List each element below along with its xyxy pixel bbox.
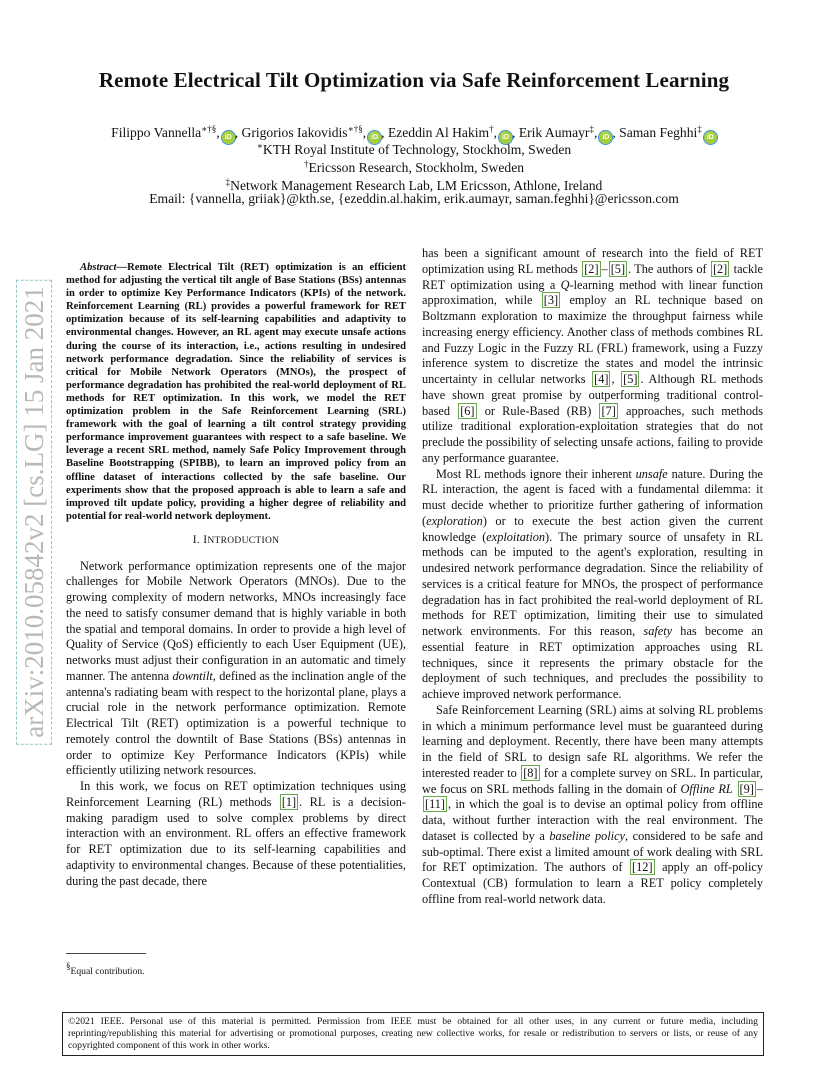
paper-title: Remote Electrical Tilt Optimization via Safe Reinforcement Learning: [98, 68, 730, 92]
text-run: ,: [611, 372, 621, 386]
abstract-label: Abstract: [80, 262, 117, 273]
left-column: [66, 261, 406, 889]
emphasis: unsafe: [635, 466, 668, 481]
section-number: I.: [192, 533, 201, 546]
text-run: , defined as the inclination angle of the antenna's radiating beam with respect to the horizontal plane, plays a crucial role in the network performance optimization. Remote Electrical Tilt (RET) optimization is a powerful technique to remotely control the downtilt of Base Stations (BSs) antennas in order to optimize Key Performance Indicators (KPIs) while efficiently utilizing network resources.: [66, 668, 406, 778]
citation-link[interactable]: [12]: [632, 860, 653, 875]
footnote-text: Equal contribution.: [70, 966, 145, 977]
text-run: , considered to be safe and sub-optimal. There exist a limited amount of work dealing with SRL for RET optimization. The authors of: [422, 828, 763, 875]
paragraph: [422, 246, 763, 467]
author-marks: ‡: [697, 124, 702, 134]
text-run: . The authors of: [628, 261, 710, 276]
abstract-text: —Remote Electrical Tilt (RET) optimization is an efficient method for adjusting the vertical tilt angle of Base Stations (BSs) antennas in order to optimize Key Performance Indicators (KPIs) of the network. Reinforcement Learning (RL) provides a powerful framework for RET optimization because of its self-learning capabilities and adaptivity to environmental changes. However, an RL agent may execute unsafe actions during the course of its interaction, i.e., actions resulting in undesired network performance degradation. Since the reliability of services is critical for Mobile Network Operators (MNOs), the prospect of performance degradation has prohibited the real-world deployment of RL methods for RET optimization. In this work, we model the RET optimization problem in the Safe Reinforcement Learning (SRL) framework with the goal of learning a tilt control strategy providing performance improvement guarantees with respect to a safe baseline. We leverage a recent SRL method, namely Safe Policy Improvement through Baseline Bootstrapping (SPIBB), to learn an improved policy from an offline dataset of interactions collected by the safe baseline. Our experiments show that the proposed approach is able to learn a safe and improved tilt update policy, providing a higher degree of reliability and potential for real-world network deployment.: [66, 262, 406, 522]
email-line: Email: {vannella, griiak}@kth.se, {ezeddin.al.hakim, erik.aumayr, saman.feghhi}@ericsson.com: [149, 191, 679, 206]
author-list: Filippo Vannella∗†§, iD , Grigorios Iakovidis∗†§, iD , Ezeddin Al Hakim†, iD , Erik Aumayr‡, iD , Saman Feghhi‡iD: [0, 120, 828, 144]
author-marks: ∗†§: [201, 124, 217, 134]
author-name: Saman Feghhi: [619, 125, 698, 140]
text-run: nature. During the RL interaction, the agent is faced with a fundamental dilemma: it must decide whether to prioritize further gathering of information (: [422, 466, 763, 528]
right-column: [422, 246, 763, 908]
text-run: Network performance optimization represents one of the major challenges for Mobile Network Operators (MNOs). Due to the growing complexity of modern networks, MNOs increasingly face the need to satisfy consumer demand that is highly variable in both the spatial and temporal domains. In order to provide a high level of Quality of Service (QoS) efficiently to each User Equipment (UE), networks must adjust their configuration in an automatic and timely manner. The antenna: [66, 558, 406, 683]
text-run: -learning method with linear function approximation, while: [422, 277, 764, 308]
text-run: . Although RL methods have shown great promise by outperforming traditional control-based: [422, 372, 763, 418]
author-name: Grigorios Iakovidis: [241, 125, 348, 140]
citation-link[interactable]: [1]: [281, 794, 297, 809]
footnote-rule: [66, 953, 146, 954]
text-run: has been a significant amount of research into the field of RET optimization using RL methods: [422, 246, 763, 276]
citation-link[interactable]: [2]: [584, 261, 599, 276]
author-marks: †: [489, 124, 494, 134]
emphasis: safety: [643, 624, 673, 638]
text-run: –: [601, 261, 608, 276]
affiliation-text: Ericsson Research, Stockholm, Sweden: [308, 160, 525, 175]
author-marks: ‡: [589, 124, 594, 134]
author: Grigorios Iakovidis∗†§, iD: [242, 125, 382, 140]
emphasis: exploration: [426, 513, 483, 528]
text-run: , in which the goal is to devise an optimal policy from offline data, without further interaction with the real environment. The dataset is collected by a: [422, 797, 763, 843]
author-name: Erik Aumayr: [518, 125, 590, 140]
orcid-icon[interactable]: iD: [368, 131, 381, 144]
footnote: [66, 960, 145, 978]
citation-link[interactable]: [5]: [610, 261, 626, 276]
paragraph: [66, 559, 406, 780]
orcid-icon[interactable]: iD: [222, 131, 235, 144]
copyright-notice: ©2021 IEEE. Personal use of this material is permitted. Permission from IEEE must be obtained for all other uses, in any current or future media, including reprinting/republishing this material for advertising or promotional purposes, creating new collective works, for resale or redistribution to servers or lists, or reuse of any copyrighted component of this work in other works.: [62, 1012, 764, 1056]
section-cap: I: [203, 533, 208, 546]
text-run: or Rule-Based (RB): [477, 403, 599, 418]
footnote-mark: §: [66, 961, 71, 971]
section-heading: [66, 533, 406, 550]
citation-link[interactable]: [9]: [739, 781, 754, 796]
arxiv-identifier[interactable]: arXiv:2010.05842v2 [cs.LG] 15 Jan 2021: [16, 279, 52, 744]
text-run: has become an essential feature in RET optimization approaches using RL techniques, since it represents the primary obstacle for the deployment of such techniques, and precludes the possibility to achieve improved network performance.: [422, 624, 763, 701]
text-run: –: [756, 781, 763, 796]
paragraph: [66, 779, 406, 889]
citation-link[interactable]: [3]: [543, 293, 559, 308]
section-rest: NTRODUCTION: [207, 535, 280, 546]
citation-link[interactable]: [2]: [712, 261, 728, 276]
author: Erik Aumayr‡, iD: [519, 125, 613, 140]
text-run: employ an RL technique based on Boltzmann exploration to maximize the throughput fairness while increasing energy efficiency. Another class of methods combines RL and Fuzzy Logic in the Fuzzy RL (FRL) framework, using a Fuzzy inference system to discretize the states and model the intrinsic uncertainty in cellular networks: [422, 293, 763, 386]
text-run: . RL is a decision-making paradigm used to solve complex problems by direct interaction with an environment. RL offers an effective framework for RET optimization due to its self-learning capabilities and adaptivity to environmental changes. Because of these potentialities, during the past decade, there: [66, 794, 406, 888]
text-run: ). The primary source of unsafety in RL methods can be imputed to the agent's exploration, resulting in undesired network performance degradation. Since the reliability of services is a critical feature for MNOs, the prospect of performance degradation has in fact prohibited the real-world deployment of RL methods for RET optimization, limiting their use to simulated network environments. For this reason,: [422, 529, 763, 638]
citation-link[interactable]: [11]: [425, 797, 446, 812]
citation-link[interactable]: [7]: [601, 403, 616, 418]
arxiv-sidebar: [16, 262, 52, 762]
affiliation-mark: †: [303, 159, 309, 169]
text-run: approaches, such methods utilize traditional exploration-exploitation strategies that do not preclude the possibility of selecting unsafe actions, failing to provide any performance guarantee.: [422, 403, 763, 465]
text-run: for a complete survey on SRL. In particular, we focus on SRL methods falling in the domain of: [422, 765, 763, 796]
emphasis: downtilt: [172, 668, 213, 683]
author-name: Ezeddin Al Hakim: [387, 125, 490, 140]
emphasis: exploitation: [486, 529, 546, 544]
text-run: Most RL methods ignore their inherent: [436, 466, 636, 481]
citation-link[interactable]: [4]: [594, 372, 609, 386]
abstract: [66, 261, 406, 523]
affiliation-text: KTH Royal Institute of Technology, Stockholm, Sweden: [262, 142, 572, 157]
citation-link[interactable]: [5]: [623, 372, 638, 386]
author: Filippo Vannella∗†§, iD: [111, 125, 235, 140]
text-run: Safe Reinforcement Learning (SRL) aims at solving RL problems in which a minimum performance level must be guaranteed during learning and deployment. Recently, there have been many attempts in the field of SRL to design safe RL algorithms. We refer the interested reader to: [422, 702, 763, 780]
affiliation-mark: ‡: [225, 177, 231, 187]
orcid-icon[interactable]: iD: [704, 131, 717, 144]
text-run: apply an off-policy Contextual (CB) formulation to learn a RET policy completely offline from real-world network data.: [422, 860, 763, 906]
paragraph: [422, 703, 763, 908]
text-run: In this work, we focus on RET optimization techniques using Reinforcement Learning (RL) methods: [66, 779, 406, 809]
author-marks: ∗†§: [347, 124, 363, 134]
citation-link[interactable]: [6]: [460, 403, 475, 418]
author-name: Filippo Vannella: [111, 125, 202, 140]
emphasis: Q: [560, 277, 570, 292]
citation-link[interactable]: [8]: [523, 765, 538, 780]
emphasis: baseline policy: [549, 828, 625, 843]
orcid-icon[interactable]: iD: [599, 131, 612, 144]
author: Ezeddin Al Hakim†, iD: [388, 125, 512, 140]
text-run: [733, 782, 737, 796]
paragraph: [422, 467, 763, 703]
affiliation-mark: ∗: [256, 141, 263, 151]
affiliation-text: Network Management Research Lab, LM Ericsson, Athlone, Ireland: [230, 178, 603, 193]
emphasis: Offline RL: [680, 781, 733, 796]
text-run: ) or to execute the best action given the current knowledge (: [422, 513, 763, 544]
orcid-icon[interactable]: iD: [499, 131, 512, 144]
text-run: tackle RET optimization using a: [422, 261, 764, 292]
